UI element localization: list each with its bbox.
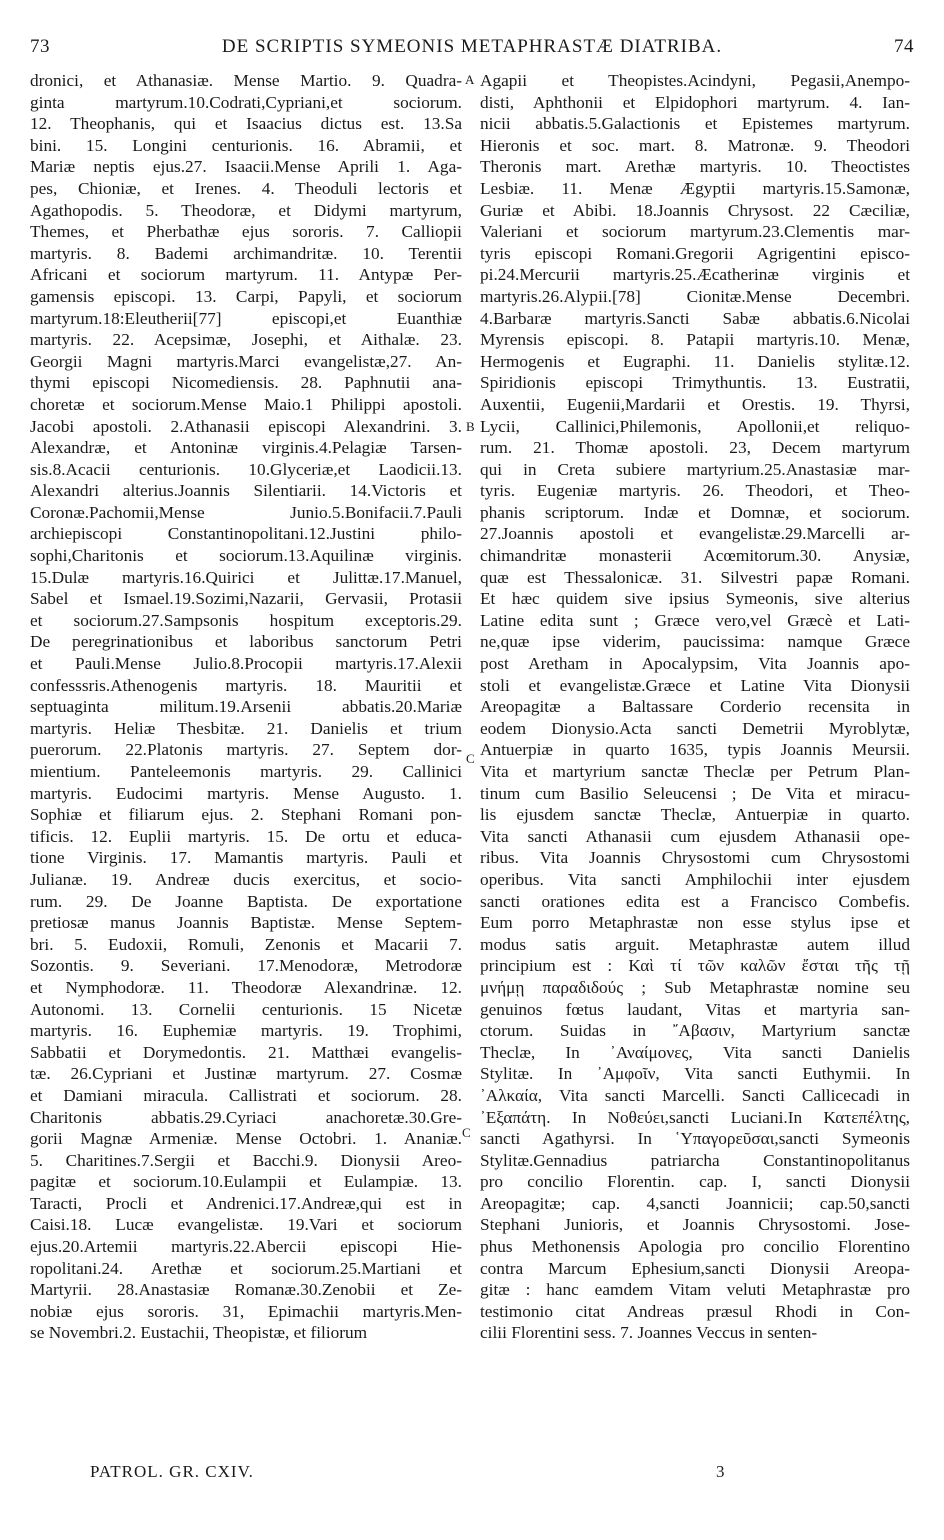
- text-line: quæ est Thessalonicæ. 31. Silvestri papæ Romani.: [480, 567, 910, 587]
- text-line: phanis scriptorum. Indæ et Domnæ, et sociorum.: [480, 502, 910, 522]
- text-line: Stylitæ.Gennadius patriarcha Constantinopolitanus: [480, 1150, 910, 1170]
- text-line: 5. Charitines.7.Sergii et Bacchi.9. Dionysii Areo-: [30, 1150, 462, 1170]
- running-title: DE SCRIPTIS SYMEONIS METAPHRASTÆ DIATRIBA.: [221, 36, 723, 57]
- text-line: 12. Theophanis, qui et Isaacius dictus est. 13.Sa: [30, 114, 462, 134]
- text-line: sancti orationes edita est a Francisco Combefis.: [480, 891, 910, 911]
- text-line: Areopagitæ; cap. 4,sancti Joannicii; cap.50,sancti: [480, 1193, 910, 1213]
- margin-marker-b: B: [466, 419, 475, 434]
- text-line: Guriæ et Abibi. 18.Joannis Chrysost. 22 Cæciliæ,: [480, 200, 910, 220]
- text-line: Lesbiæ. 11. Menæ Ægyptii martyris.15.Samonæ,: [480, 178, 910, 198]
- text-line: sophi,Charitonis et sociorum.13.Aquilinæ virginis.: [30, 546, 462, 566]
- running-header: [30, 36, 914, 62]
- text-line: lis ejusdem sanctæ Theclæ, Antuerpiæ in quarto.: [480, 805, 910, 825]
- text-line: martyris. Heliæ Thesbitæ. 21. Danielis et trium: [30, 718, 462, 738]
- text-line: Stephani Junioris, et Joannis Chrysostomi. Jose-: [480, 1215, 910, 1235]
- text-line: Hermogenis et Eugraphi. 11. Danielis stylitæ.12.: [480, 351, 910, 371]
- text-line: pes, Chioniæ, et Irenes. 4. Theoduli lectoris et: [30, 178, 462, 198]
- text-line: Latine edita sunt ; Græce vero,vel Græcè et Lati-: [480, 610, 910, 630]
- text-line: Valeriani et sociorum martyrum.23.Clementis mar-: [480, 222, 910, 242]
- text-line: Taracti, Procli et Andrenici.17.Andreæ,qui est in: [30, 1193, 462, 1213]
- text-line: Sozontis. 9. Severiani. 17.Menodoræ, Metrodoræ: [30, 956, 462, 976]
- margin-marker-c: C: [466, 751, 475, 766]
- text-line: martyris. 22. Acepsimæ, Josephi, et Aithalæ. 23.: [30, 330, 462, 350]
- text-line: et Nymphodoræ. 11. Theodoræ Alexandrinæ. 12.: [30, 977, 462, 997]
- text-line: Vita et martyrium sanctæ Theclæ per Petrum Plan-: [480, 762, 910, 781]
- text-line: septuaginta militum.19.Arsenii abbatis.20.Mariæ: [30, 697, 462, 717]
- text-line: ctorum. Suidas in ῎Αβασιν, Martyrium sanctæ: [480, 1021, 910, 1041]
- left-column: [30, 70, 462, 1344]
- text-line: tyris episcopi Romani.Gregorii Agrigentini episco-: [480, 243, 910, 263]
- text-line: Spiridionis episcopi Trimythuntis. 13. Eustratii,: [480, 373, 910, 393]
- text-line: Et hæc quidem sive ipsius Symeonis, sive alterius: [480, 589, 910, 609]
- text-line: chimandritæ monasterii Acœmitorum.30. Anysiæ,: [480, 546, 910, 566]
- text-line: ropolitani.24. Arethæ et sociorum.25.Martiani et: [30, 1258, 462, 1278]
- text-line: martyris. Eudocimi martyris. Mense Augusto. 1.: [30, 783, 462, 803]
- text-line: Antuerpiæ in quarto 1635, typis Joannis Meursii.: [480, 740, 910, 760]
- text-line: tione Virginis. 17. Mamantis martyris. Pauli et: [30, 848, 462, 868]
- text-line: Hieronis et soc. mart. 8. Matronæ. 9. Theodori: [480, 135, 910, 155]
- text-line: genuinos fœtus laudant, Vitas et martyria san-: [480, 999, 910, 1019]
- text-line: eodem Dionysio.Acta sancti Demetrii Myroblytæ,: [480, 718, 910, 738]
- text-line: Charitonis abbatis.29.Cyriaci anachoretæ.30.Gre-: [30, 1107, 462, 1127]
- text-line: modus satis arguit. Metaphrastæ autem illud: [480, 934, 910, 954]
- text-line: Mariæ neptis ejus.27. Isaacii.Mense Aprili 1. Aga-: [30, 157, 462, 177]
- text-line: nicii abbatis.5.Galactionis et Epistemes martyrum.: [480, 114, 910, 134]
- text-line: Jacobi apostoli. 2.Athanasii episcopi Alexandrini. 3.: [30, 416, 462, 436]
- text-line: et Pauli.Mense Julio.8.Procopii martyris.17.Alexii: [30, 654, 462, 674]
- text-line: Africani et sociorum martyrum. 11. Antypæ Per-: [30, 265, 462, 285]
- text-line: pro concilio Florentin. cap. I, sancti Dionysii: [480, 1172, 910, 1192]
- text-line: stoli et evangelistæ.Græce et Latine Vita Dionysii: [480, 675, 910, 695]
- text-line: Caisi.18. Lucæ evangelistæ. 19.Vari et sociorum: [30, 1215, 462, 1235]
- text-line: pagitæ et sociorum.10.Eulampii et Eulampiæ. 13.: [30, 1172, 462, 1192]
- text-line: Autonomi. 13. Cornelii centurionis. 15 Nicetæ: [30, 999, 462, 1019]
- text-line: Theronis mart. Arethæ martyris. 10. Theoctistes: [480, 157, 910, 177]
- text-line: Martyrii. 28.Anastasiæ Romanæ.30.Zenobii et Ze-: [30, 1280, 462, 1300]
- text-line: archiepiscopi Constantinopolitani.12.Justini philo-: [30, 524, 462, 544]
- text-line: cilii Florentini sess. 7. Joannes Veccus in senten-: [480, 1323, 818, 1343]
- text-line: rum. 21. Thomæ apostoli. 23, Decem martyrum: [480, 438, 910, 458]
- text-line: Julianæ. 19. Andreæ ducis exercitus, et socio-: [30, 869, 462, 889]
- text-line: nobiæ ejus sororis. 31, Epimachii martyris.Men-: [30, 1301, 462, 1321]
- text-line: mientium. Panteleemonis martyris. 29. Callinici: [30, 762, 462, 781]
- text-line: pretiosæ manus Joannis Baptistæ. Mense Septem-: [30, 913, 462, 933]
- text-line: gorii Magnæ Armeniæ. Mense Octobri. 1. Ananiæ.: [30, 1129, 462, 1149]
- text-line: Coronæ.Pachomii,Mense Junio.5.Bonifacii.7.Pauli: [30, 502, 462, 522]
- footer-signature: 3: [716, 1462, 725, 1481]
- text-line: Myrensis episcopi. 8. Patapii martyris.10. Menæ,: [480, 330, 910, 350]
- text-line: sancti Agathyrsi. In ῾Υπαγορεῦσαι,sancti Symeonis: [480, 1129, 910, 1149]
- footer-volume: PATROL. GR. CXIV.: [90, 1462, 254, 1481]
- text-line: sis.8.Acacii centurionis. 10.Glyceriæ,et Laodicii.13.: [30, 459, 462, 479]
- text-line: martyrum.18:Eleutherii[77] episcopi,et Euanthiæ: [30, 308, 462, 328]
- text-line: Auxentii, Eugenii,Mardarii et Orestis. 19. Thyrsi,: [480, 394, 910, 414]
- text-line: disti, Aphthonii et Elpidophori martyrum. 4. Ian-: [480, 92, 910, 112]
- text-line: Eum porro Metaphrastæ non esse stylus ipse et: [480, 913, 910, 933]
- text-line: rum. 29. De Joanne Baptista. De exportatione: [30, 891, 462, 911]
- text-line: Sabel et Ismael.19.Sozimi,Nazarii, Gervasii, Protasii: [30, 589, 462, 609]
- text-line: phus Methonensis Apologia pro concilio Florentino: [480, 1237, 910, 1257]
- text-line: 4.Barbaræ martyris.Sancti Sabæ abbatis.6.Nicolai: [480, 308, 910, 328]
- text-line: Alexandri alterius.Joannis Silentiarii. 14.Victoris et: [30, 481, 462, 501]
- text-line: De peregrinationibus et laboribus sanctorum Petri: [30, 632, 462, 652]
- text-line: post Aretham in Apocalypsim, Vita Joannis apo-: [480, 654, 910, 674]
- text-line: et sociorum.27.Sampsonis hospitum exceptoris.29.: [30, 610, 462, 630]
- text-line: martyris.26.Alypii.[78] Cionitæ.Mense Decembri.: [480, 286, 910, 306]
- right-column: [480, 70, 910, 1344]
- text-line: μνήμῃ παραδιδούς ; Sub Metaphrastæ nomine seu: [480, 977, 910, 997]
- text-line: Vita sancti Athanasii cum ejusdem Athanasii ope-: [480, 826, 910, 846]
- text-line: operibus. Vita sancti Amphilochii inter ejusdem: [480, 869, 910, 889]
- text-line: tificis. 12. Euplii martyris. 15. De ortu et educa-: [30, 826, 462, 846]
- text-line: ribus. Vita Joannis Chrysostomi cum Chrysostomi: [480, 848, 910, 868]
- text-line: Sabbatii et Dorymedontis. 21. Matthæi evangelis-: [30, 1042, 462, 1062]
- text-line: Agathopodis. 5. Theodoræ, et Didymi martyrum,: [30, 200, 462, 220]
- text-line: confesssris.Athenogenis martyris. 18. Mauritii et: [30, 675, 462, 695]
- text-line: ᾿Αλκαία, Vita sancti Marcelli. Sancti Callicecadi in: [480, 1085, 910, 1105]
- text-line: thymi episcopi Nicomediensis. 28. Paphnutii ana-: [30, 373, 462, 393]
- text-line: bri. 5. Eudoxii, Romuli, Zenonis et Macarii 7.: [30, 934, 462, 954]
- text-line: Georgii Magni martyris.Marci evangelistæ,27. An-: [30, 351, 462, 371]
- text-line: puerorum. 22.Platonis martyris. 27. Septem dor-: [30, 740, 462, 760]
- text-line: martyris. 16. Euphemiæ martyris. 19. Trophimi,: [30, 1021, 462, 1041]
- text-line: gitæ : hanc eamdem Vitam veluti Metaphrastæ pro: [480, 1280, 910, 1300]
- text-line: bini. 15. Longini centurionis. 16. Abramii, et: [30, 135, 462, 155]
- text-line: Agapii et Theopistes.Acindyni, Pegasii,Anempo-: [480, 71, 910, 90]
- text-line: principium est : Καὶ τί τῶν καλῶν ἔσται τῆς τῇ: [480, 956, 910, 976]
- text-line: se Novembri.2. Eustachii, Theopistæ, et filiorum: [30, 1323, 368, 1343]
- text-line: pi.24.Mercurii martyris.25.Æcatherinæ virginis et: [480, 265, 910, 285]
- text-line: ne,quæ ipse viderim, paucissima: namque Græce: [480, 632, 910, 652]
- text-line: martyris. 8. Bademi archimandritæ. 10. Terentii: [30, 243, 462, 263]
- text-line: dronici, et Athanasiæ. Mense Martio. 9. Quadra-: [30, 71, 462, 90]
- text-line: tæ. 26.Cypriani et Justinæ martyrum. 27. Cosmæ: [30, 1064, 462, 1084]
- text-line: Alexandræ, et Antoninæ virginis.4.Pelagiæ Tarsen-: [30, 438, 462, 458]
- text-line: tyris. Eugeniæ martyris. 26. Theodori, et Theo-: [480, 481, 910, 501]
- margin-marker-c-second: C: [462, 1125, 471, 1140]
- text-line: 27.Joannis apostoli et evangelistæ.29.Marcelli ar-: [480, 524, 910, 544]
- text-line: 15.Dulæ martyris.16.Quirici et Julittæ.17.Manuel,: [30, 567, 462, 587]
- text-line: qui in Creta subiere martyrium.25.Anastasiæ mar-: [480, 459, 910, 479]
- text-line: Sophiæ et filiarum ejus. 2. Stephani Romani pon-: [30, 805, 462, 825]
- text-line: tinum cum Basilio Seleucensi ; De Vita et miracu-: [480, 783, 910, 803]
- margin-marker-a: A: [465, 72, 475, 87]
- text-line: Areopagitæ a Baltassare Corderio recensita in: [480, 697, 910, 717]
- text-line: contra Marcum Ephesium,sancti Dionysii Areopa-: [480, 1258, 910, 1278]
- page-number-right: 74: [894, 36, 914, 57]
- text-line: ᾿Εξαπάτη. In Νοθεύει,sancti Luciani.In Κατεπέλτης,: [480, 1107, 910, 1127]
- text-line: Stylitæ. In ᾿Αμφοῖν, Vita sancti Euthymii. In: [480, 1064, 910, 1084]
- text-line: ejus.20.Artemii martyris.22.Abercii episcopi Hie-: [30, 1237, 462, 1257]
- page-footer: [90, 1462, 914, 1486]
- page-number-left: 73: [30, 36, 50, 57]
- text-line: gamensis episcopi. 13. Carpi, Papyli, et sociorum: [30, 286, 462, 306]
- text-line: ginta martyrum.10.Codrati,Cypriani,et sociorum.: [30, 92, 462, 112]
- text-line: Themes, et Pherbathæ ejus sororis. 7. Calliopii: [30, 222, 462, 242]
- text-line: choretæ et sociorum.Mense Maio.1 Philippi apostoli.: [30, 394, 462, 414]
- text-line: Lycii, Callinici,Philemonis, Apollonii,et reliquo-: [480, 416, 910, 436]
- text-line: Theclæ, In ᾿Αναίμονες, Vita sancti Danielis: [480, 1042, 910, 1062]
- text-line: et Damiani miracula. Callistrati et sociorum. 28.: [30, 1085, 462, 1105]
- text-line: testimonio citat Andreas præsul Rhodi in Con-: [480, 1301, 910, 1321]
